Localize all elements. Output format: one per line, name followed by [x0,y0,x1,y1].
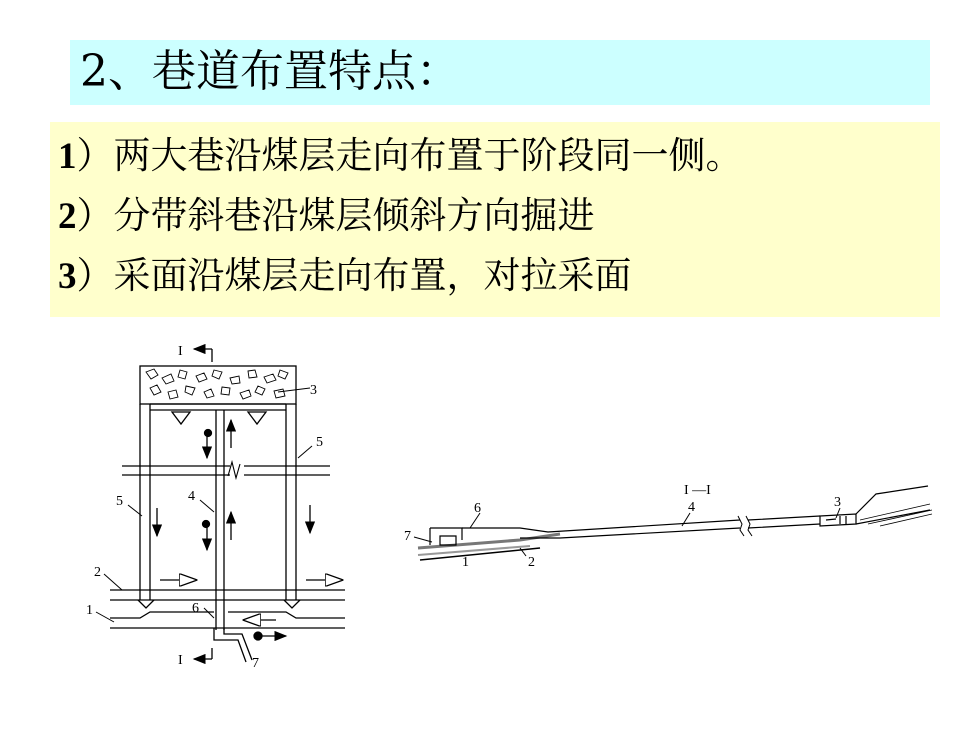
label-1: 1 [86,603,93,618]
item-number: 3 [58,256,77,297]
section-label-2: 2 [528,555,535,570]
label-5-right: 5 [316,435,323,450]
section-label-3: 3 [834,495,841,510]
item-text: ）采面沿煤层走向布置，对拉采面 [76,254,632,297]
section-mark-bottom: I [178,653,183,668]
section-caption: I —I [684,483,711,498]
caved-zone [140,366,296,404]
item-number: 2 [58,196,77,237]
item-number: 1 [58,136,77,177]
section-view [414,486,932,560]
label-3: 3 [310,383,317,398]
label-2: 2 [94,565,101,580]
item-text: ）两大巷沿煤层走向布置于阶段同一侧。 [76,134,743,177]
item-text: ）分带斜巷沿煤层倾斜方向掘进 [76,194,595,237]
section-label-7: 7 [404,529,411,544]
plan-view [96,349,345,662]
page-title: 2、巷道布置特点： [80,46,460,97]
label-7: 7 [252,656,259,671]
label-5-left: 5 [116,494,123,509]
section-label-1: 1 [462,555,469,570]
section-label-6: 6 [474,501,481,516]
label-4: 4 [188,489,195,504]
section-mark-top: I [178,344,183,359]
label-6: 6 [192,601,199,616]
section-label-4: 4 [688,500,695,515]
